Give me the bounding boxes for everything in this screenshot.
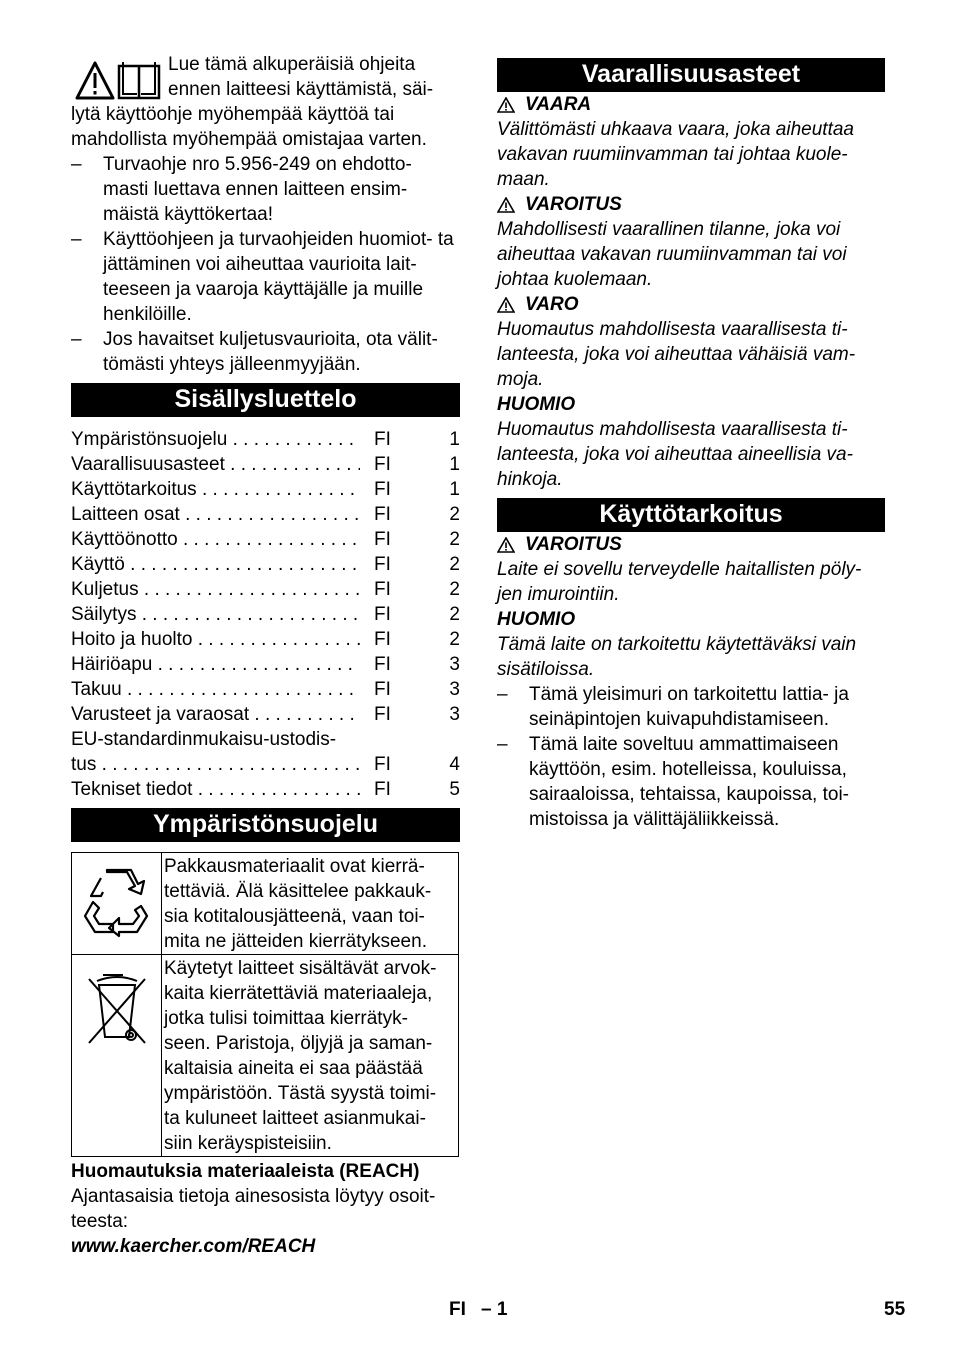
toc-entry-name: Hoito ja huolto . . .	[71, 627, 360, 652]
toc-heading: Sisällysluettelo	[71, 383, 460, 417]
toc-entry	[71, 552, 460, 577]
toc-entry	[71, 652, 460, 677]
recycle-icon	[79, 862, 155, 938]
hazard-heading: Vaarallisuusasteet	[497, 58, 885, 92]
toc-entry-page: 2	[449, 629, 460, 650]
warning-triangle-icon	[497, 197, 515, 213]
hazard-label: VARO	[497, 292, 885, 317]
toc-entry-lang: FI	[374, 429, 391, 450]
toc-entry-page: 2	[449, 529, 460, 550]
toc-entry	[71, 577, 460, 602]
toc-entry	[71, 677, 460, 702]
table-of-contents	[71, 427, 460, 802]
purpose-heading: Käyttötarkoitus	[497, 498, 885, 532]
toc-entry-lang: FI	[374, 504, 391, 525]
table-row	[72, 955, 459, 1157]
warning-triangle-icon	[497, 97, 515, 113]
toc-entry	[71, 477, 460, 502]
toc-entry-lang: FI	[374, 454, 391, 475]
toc-entry-page: 1	[449, 479, 460, 500]
toc-entry	[71, 627, 460, 652]
toc-entry-name: Ympäristönsuojelu . . .	[71, 427, 360, 452]
toc-entry-lang: FI	[374, 604, 391, 625]
recycle-cell	[72, 853, 162, 955]
toc-entry	[71, 527, 460, 552]
intro-section	[71, 52, 460, 377]
reach-title: Huomautuksia materiaaleista (REACH)	[71, 1161, 420, 1182]
hazard-label: VAARA	[497, 92, 885, 117]
hazard-text: Huomautus mahdollisesta vaarallisesta ti- lanteesta, joka voi aiheuttaa aineellisia va- hinkoja.	[497, 419, 853, 490]
toc-entry-lang: FI	[374, 754, 391, 775]
toc-entry-page: 1	[449, 454, 460, 475]
toc-entry	[71, 777, 460, 802]
recycle-text: Pakkausmateriaalit ovat kierrä- tettäviä. Älä käsittelee pakkauk- sia kotitalousjätteenä, vaan toi- mita ne jätteiden kierrätykseen.	[162, 853, 459, 955]
list-item: – Tämä laite soveltuu ammattimaiseen käyttöön, esim. hotelleissa, kouluissa, sairaaloissa, tehtaissa, kaupoissa, toi- mistoissa ja välittäjäliikkeissä.	[497, 734, 849, 830]
list-item: – Turvaohje nro 5.956-249 on ehdotto- masti luettava ennen laitteen ensim- mäistä käyttökertaa!	[71, 154, 412, 225]
toc-entry	[71, 602, 460, 627]
toc-entry-name: Kuljetus . . .	[71, 577, 360, 602]
toc-entry-name: Tekniset tiedot . . .	[71, 777, 360, 802]
warning-triangle-icon	[497, 537, 515, 553]
environment-table	[71, 852, 459, 1157]
hazard-text: Mahdollisesti vaarallinen tilanne, joka voi aiheuttaa vakavan ruumiinvamman tai voi johtaa kuolemaan.	[497, 219, 847, 290]
toc-entry	[71, 452, 460, 477]
toc-entry-wrapped-line: EU-standardinmukaisu-ustodis-	[71, 729, 337, 750]
hazard-label: VAROITUS	[497, 192, 885, 217]
toc-entry-page: 4	[449, 754, 460, 775]
toc-entry-name: Varusteet ja varaosat . . .	[71, 702, 360, 727]
environment-heading: Ympäristönsuojelu	[71, 808, 460, 842]
intro-text: lytä käyttöohje myöhempää käyttöä tai mahdollista myöhempää omistajaa varten.	[71, 104, 427, 150]
toc-entry-page: 2	[449, 579, 460, 600]
toc-entry-name: Käyttöönotto . . .	[71, 527, 360, 552]
toc-entry-lang: FI	[374, 679, 391, 700]
toc-entry-name: Häiriöapu . . .	[71, 652, 360, 677]
footer-page-number: 55	[884, 1299, 906, 1320]
toc-entry-lang: FI	[374, 629, 391, 650]
toc-entry-name: Säilytys . . .	[71, 602, 360, 627]
reach-text: Ajantasaisia tietoja ainesosista löytyy osoit- teesta:	[71, 1186, 436, 1232]
purpose-warning-text: Laite ei sovellu terveydelle haitallisten pöly- jen imurointiin.	[497, 559, 862, 605]
right-column	[497, 58, 885, 832]
left-column	[71, 52, 460, 1259]
toc-entry-name: Vaarallisuusasteet . . .	[71, 452, 360, 477]
purpose-warning-label: VAROITUS	[497, 532, 885, 557]
list-item: – Tämä yleisimuri on tarkoitettu lattia- ja seinäpintojen kuivapuhdistamiseen.	[497, 684, 849, 730]
toc-entry-name: Takuu . . .	[71, 677, 360, 702]
reach-url: www.kaercher.com/REACH	[71, 1236, 316, 1257]
toc-entry-page: 3	[449, 704, 460, 725]
toc-entry-page: 2	[449, 504, 460, 525]
intro-line-1: Lue tämä alkuperäisiä ohjeita	[168, 54, 416, 75]
toc-entry	[71, 502, 460, 527]
toc-entry-page: 5	[449, 779, 460, 800]
toc-entry-page: 3	[449, 679, 460, 700]
toc-entry-lang: FI	[374, 704, 391, 725]
toc-entry-lang: FI	[374, 579, 391, 600]
table-row	[72, 853, 459, 955]
warning-triangle-icon	[497, 297, 515, 313]
warning-manual-icon	[75, 60, 161, 100]
toc-entry	[71, 752, 460, 777]
toc-entry-name: Käyttö . . .	[71, 552, 360, 577]
toc-entry-lang: FI	[374, 554, 391, 575]
list-item: – Jos havaitset kuljetusvaurioita, ota välit- tömästi yhteys jälleenmyyjään.	[71, 329, 438, 375]
hazard-text: Huomautus mahdollisesta vaarallisesta ti- lanteesta, joka voi aiheuttaa vähäisiä vam- moja.	[497, 319, 856, 390]
toc-entry-page: 2	[449, 604, 460, 625]
toc-entry-lang: FI	[374, 479, 391, 500]
purpose-note-label: HUOMIO	[497, 609, 576, 630]
hazard-label: HUOMIO	[497, 394, 576, 415]
hazard-list	[497, 92, 885, 492]
toc-entry-name: tus . . .	[71, 752, 360, 777]
crossed-bin-icon	[83, 971, 151, 1047]
toc-entry-page: 2	[449, 554, 460, 575]
toc-entry-page: 1	[449, 429, 460, 450]
footer-section-page: – 1	[481, 1299, 508, 1320]
toc-entry	[71, 427, 460, 452]
list-item: – Käyttöohjeen ja turvaohjeiden huomiot- ta jättäminen voi aiheuttaa vaurioita lait- teeseen ja vaaroja käyttäjälle ja muille henkilöille.	[71, 229, 454, 325]
toc-entry	[71, 702, 460, 727]
toc-entry-page: 3	[449, 654, 460, 675]
toc-entry-lang: FI	[374, 654, 391, 675]
bin-cell	[72, 955, 162, 1157]
purpose-note-text: Tämä laite on tarkoitettu käytettäväksi vain sisätiloissa.	[497, 634, 857, 680]
toc-entry-name: Laitteen osat . . .	[71, 502, 360, 527]
bin-text: Käytetyt laitteet sisältävät arvok- kaita kierrätettäviä materiaaleja, jotka tulisi toimittaa kierrätyk- seen. Paristoja, öljyjä ja saman- kaltaisia aineita ei saa päästää ympäristöön. Tästä syystä toimi- ta kuluneet laitteet asianmukai- siin keräyspisteisiin.	[162, 955, 459, 1157]
toc-entry-lang: FI	[374, 779, 391, 800]
toc-entry-lang: FI	[374, 529, 391, 550]
intro-line-2: ennen laitteesi käyttämistä, säi-	[168, 79, 434, 100]
hazard-text: Välittömästi uhkaava vaara, joka aiheuttaa vakavan ruumiinvamman tai johtaa kuole- maan.	[497, 119, 854, 190]
footer-lang: FI	[449, 1299, 466, 1320]
toc-entry-name: Käyttötarkoitus . . .	[71, 477, 360, 502]
